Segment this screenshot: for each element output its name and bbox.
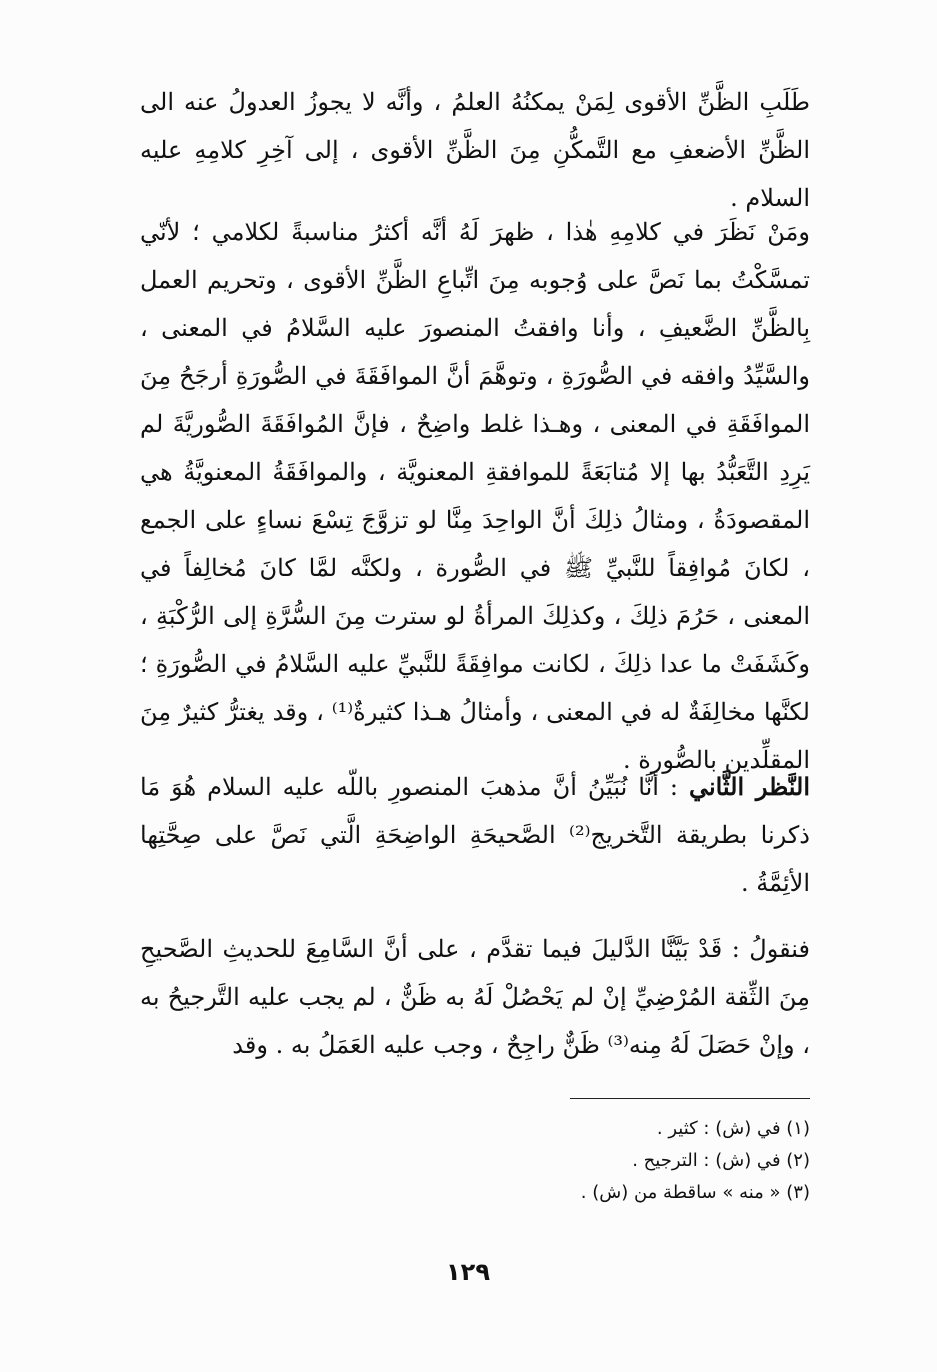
paragraph-4-text: فنقولُ : قَدْ بَيَّنَّا الدَّليلَ فيما تقدَّم ، على أنَّ السَّامِعَ للحديثِ الصَّحيحِ مِنَ الثِّقة المُرْضِيِّ إنْ لم يَحْصُلْ لَهُ به ظَنٌّ ، لم يجب عليه التَّرجيحُ به ، وإنْ حَصَلَ لَهُ مِنه⁽³⁾ ظَنٌّ راجِحٌ ، وجب عليه العَمَلُ به . وقد (140, 935, 810, 1059)
section-heading: النَّظر الثَّاني (688, 772, 810, 801)
paragraph-3-text: : أنَّا نُبَيِّنُ أنَّ مذهبَ المنصورِ باللّه عليه السلام هُوَ مَا ذكرنا بطريقة التَّخريج⁽²⁾ الصَّحيحَةِ الواضِحَةِ الَّتي نَصَّ على صِحَّتِها الأئِمَّةُ . (140, 773, 810, 897)
page-number: ١٢٩ (446, 1258, 490, 1286)
paragraph-4 (140, 925, 810, 1069)
footnote-1: (١) في (ش) : كثير . (656, 1118, 810, 1139)
paragraph-2 (140, 208, 810, 784)
footnote-divider (570, 1098, 810, 1099)
paragraph-2-text: ومَنْ نَظَرَ في كلامِهِ هٰذا ، ظهرَ لَهُ أنَّه أكثرُ مناسبةً لكلامي ؛ لأنّي تمسَّكْتُ بما نَصَّ على وُجوبه مِنَ اتِّباعِ الظَّنِّ الأقوى ، وتحريم العمل بِالظَّنِّ الضَّعيفِ ، وأنا وافقتُ المنصورَ عليه السَّلامُ في المعنى ، والسَّيِّدُ وافقه في الصُّورَةِ ، وتوهَّمَ أنَّ الموافَقَةَ في الصُّورَةِ أرجَحُ مِنَ الموافَقَةِ في المعنى ، وهـذا غلط واضِحٌ ، فإنَّ المُوافَقَةَ الصُّوريَّةَ لم يَرِدِ التَّعَبُّدُ بها إلا مُتابَعَةً للموافقةِ المعنويَّة ، والموافَقَةُ المعنويَّةُ هي المقصودَةُ ، ومثالُ ذلِكَ أنَّ الواحِدَ مِنَّا لو تزوَّجَ تِسْعَ نساءٍ على الجمع ، لكانَ مُوافِقاً للنَّبيِّ ﷺ في الصُّورة ، ولكنَّه لمَّا كانَ مُخالِفاً في المعنى ، حَرُمَ ذلِكَ ، وكذلِكَ المرأةُ لو سترت مِنَ السُّرَّةِ إلى الرُّكْبَةِ ، وكَشَفَتْ ما عدا ذلِكَ ، لكانت موافِقَةً للنَّبيِّ عليه السَّلامُ في الصُّورَةِ ؛ لكنَّها مخالِفَةٌ له في المعنى ، وأمثالُ هـذا كثيرةٌ⁽¹⁾ ، وقد يغترُّ كثيرٌ مِنَ المقلِّدين بالصُّورة . (140, 218, 810, 774)
footnote-3: (٣) « منه » ساقطة من (ش) . (580, 1182, 810, 1203)
paragraph-1-text: طَلَبِ الظَّنِّ الأقوى لِمَنْ يمكنُهُ العلمُ ، وأنَّه لا يجوزُ العدولُ عنه الى الظَّنِّ الأضعفِ مع التَّمكُّنِ مِنَ الظَّنِّ الأقوى ، إلى آخِرِ كلامِهِ عليه السلام . (140, 88, 811, 212)
footnotes (480, 1113, 810, 1209)
footnote-2: (٢) في (ش) : الترجيح . (632, 1150, 810, 1171)
paragraph-3 (140, 763, 810, 907)
paragraph-1 (140, 78, 810, 222)
